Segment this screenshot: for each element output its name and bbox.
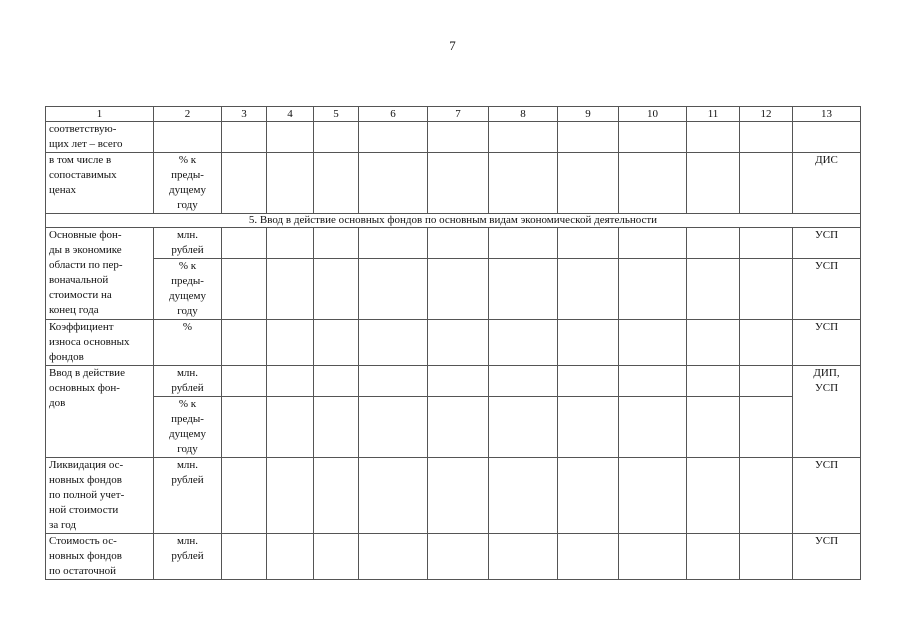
value-cell xyxy=(558,320,619,366)
value-cell xyxy=(687,153,740,214)
statistics-table xyxy=(45,106,861,580)
value-cell xyxy=(619,320,687,366)
value-cell xyxy=(314,534,359,580)
col-header: 2 xyxy=(154,107,222,122)
value-cell xyxy=(267,122,314,153)
col-header: 3 xyxy=(222,107,267,122)
col-header: 11 xyxy=(687,107,740,122)
table-row xyxy=(46,534,861,580)
value-cell xyxy=(740,228,793,259)
value-cell xyxy=(267,534,314,580)
value-cell xyxy=(489,366,558,397)
value-cell xyxy=(428,259,489,320)
indicator-cell: в том числе в сопоставимых ценах xyxy=(46,153,154,214)
col-header: 1 xyxy=(46,107,154,122)
page-number: 7 xyxy=(449,38,456,53)
col-header: 5 xyxy=(314,107,359,122)
value-cell xyxy=(314,397,359,458)
value-cell xyxy=(222,320,267,366)
value-cell xyxy=(222,228,267,259)
col-header: 7 xyxy=(428,107,489,122)
value-cell xyxy=(489,320,558,366)
value-cell xyxy=(222,366,267,397)
value-cell xyxy=(222,458,267,534)
source-cell: УСП xyxy=(793,320,861,366)
value-cell xyxy=(314,228,359,259)
section-title: 5. Ввод в действие основных фондов по основным видам экономической деятельности xyxy=(46,214,861,228)
value-cell xyxy=(267,397,314,458)
value-cell xyxy=(359,153,428,214)
table-row xyxy=(46,397,861,458)
value-cell xyxy=(619,397,687,458)
value-cell xyxy=(558,366,619,397)
unit-cell: % к преды- дущему году xyxy=(154,397,222,458)
value-cell xyxy=(619,534,687,580)
unit-cell xyxy=(154,122,222,153)
value-cell xyxy=(740,153,793,214)
unit-cell: % xyxy=(154,320,222,366)
value-cell xyxy=(558,458,619,534)
value-cell xyxy=(428,366,489,397)
value-cell xyxy=(687,366,740,397)
value-cell xyxy=(687,534,740,580)
value-cell xyxy=(314,259,359,320)
value-cell xyxy=(687,228,740,259)
value-cell xyxy=(428,153,489,214)
value-cell xyxy=(314,366,359,397)
value-cell xyxy=(314,320,359,366)
value-cell xyxy=(619,153,687,214)
value-cell xyxy=(267,259,314,320)
value-cell xyxy=(619,259,687,320)
col-header: 12 xyxy=(740,107,793,122)
header-row xyxy=(46,107,861,122)
value-cell xyxy=(222,259,267,320)
value-cell xyxy=(740,458,793,534)
indicator-cell: соответствую- щих лет – всего xyxy=(46,122,154,153)
value-cell xyxy=(314,122,359,153)
col-header: 10 xyxy=(619,107,687,122)
value-cell xyxy=(267,458,314,534)
value-cell xyxy=(222,153,267,214)
value-cell xyxy=(359,458,428,534)
unit-cell: млн. рублей xyxy=(154,366,222,397)
value-cell xyxy=(489,458,558,534)
indicator-cell: Ликвидация ос- новных фондов по полной учет- ной стоимости за год xyxy=(46,458,154,534)
value-cell xyxy=(428,458,489,534)
table-row xyxy=(46,366,861,397)
source-cell: ДИП, УСП xyxy=(793,366,861,458)
value-cell xyxy=(428,397,489,458)
col-header: 6 xyxy=(359,107,428,122)
value-cell xyxy=(359,366,428,397)
unit-cell: % к преды- дущему году xyxy=(154,259,222,320)
value-cell xyxy=(687,122,740,153)
value-cell xyxy=(619,228,687,259)
unit-cell: млн. рублей xyxy=(154,228,222,259)
value-cell xyxy=(687,320,740,366)
value-cell xyxy=(740,320,793,366)
value-cell xyxy=(687,458,740,534)
value-cell xyxy=(740,366,793,397)
value-cell xyxy=(359,320,428,366)
col-header: 13 xyxy=(793,107,861,122)
value-cell xyxy=(428,534,489,580)
value-cell xyxy=(619,366,687,397)
value-cell xyxy=(740,534,793,580)
value-cell xyxy=(222,122,267,153)
value-cell xyxy=(558,228,619,259)
table-row xyxy=(46,153,861,214)
unit-cell: млн. рублей xyxy=(154,458,222,534)
value-cell xyxy=(489,228,558,259)
value-cell xyxy=(428,320,489,366)
indicator-cell: Основные фон- ды в экономике области по пер- воначальной стоимости на конец года xyxy=(46,228,154,320)
unit-cell: млн. рублей xyxy=(154,534,222,580)
section-row xyxy=(46,214,861,228)
value-cell xyxy=(740,122,793,153)
value-cell xyxy=(558,153,619,214)
value-cell xyxy=(267,228,314,259)
value-cell xyxy=(558,259,619,320)
value-cell xyxy=(740,397,793,458)
value-cell xyxy=(489,259,558,320)
table-row xyxy=(46,458,861,534)
indicator-cell: Коэффициент износа основных фондов xyxy=(46,320,154,366)
source-cell: УСП xyxy=(793,228,861,259)
value-cell xyxy=(489,122,558,153)
source-cell xyxy=(793,122,861,153)
value-cell xyxy=(359,534,428,580)
value-cell xyxy=(359,122,428,153)
value-cell xyxy=(267,320,314,366)
value-cell xyxy=(428,228,489,259)
source-cell: УСП xyxy=(793,259,861,320)
value-cell xyxy=(619,122,687,153)
value-cell xyxy=(359,228,428,259)
value-cell xyxy=(687,259,740,320)
indicator-cell: Стоимость ос- новных фондов по остаточной xyxy=(46,534,154,580)
value-cell xyxy=(489,153,558,214)
value-cell xyxy=(359,259,428,320)
table-row xyxy=(46,228,861,259)
col-header: 8 xyxy=(489,107,558,122)
value-cell xyxy=(740,259,793,320)
value-cell xyxy=(489,397,558,458)
value-cell xyxy=(489,534,558,580)
indicator-cell: Ввод в действие основных фон- дов xyxy=(46,366,154,458)
source-cell: ДИС xyxy=(793,153,861,214)
col-header: 4 xyxy=(267,107,314,122)
value-cell xyxy=(359,397,428,458)
table-row xyxy=(46,259,861,320)
value-cell xyxy=(267,366,314,397)
value-cell xyxy=(222,534,267,580)
value-cell xyxy=(428,122,489,153)
value-cell xyxy=(314,458,359,534)
value-cell xyxy=(558,122,619,153)
value-cell xyxy=(222,397,267,458)
table-row xyxy=(46,320,861,366)
source-cell: УСП xyxy=(793,458,861,534)
value-cell xyxy=(558,397,619,458)
value-cell xyxy=(314,153,359,214)
value-cell xyxy=(687,397,740,458)
unit-cell: % к преды- дущему году xyxy=(154,153,222,214)
col-header: 9 xyxy=(558,107,619,122)
value-cell xyxy=(267,153,314,214)
source-cell: УСП xyxy=(793,534,861,580)
table-row xyxy=(46,122,861,153)
value-cell xyxy=(558,534,619,580)
value-cell xyxy=(619,458,687,534)
